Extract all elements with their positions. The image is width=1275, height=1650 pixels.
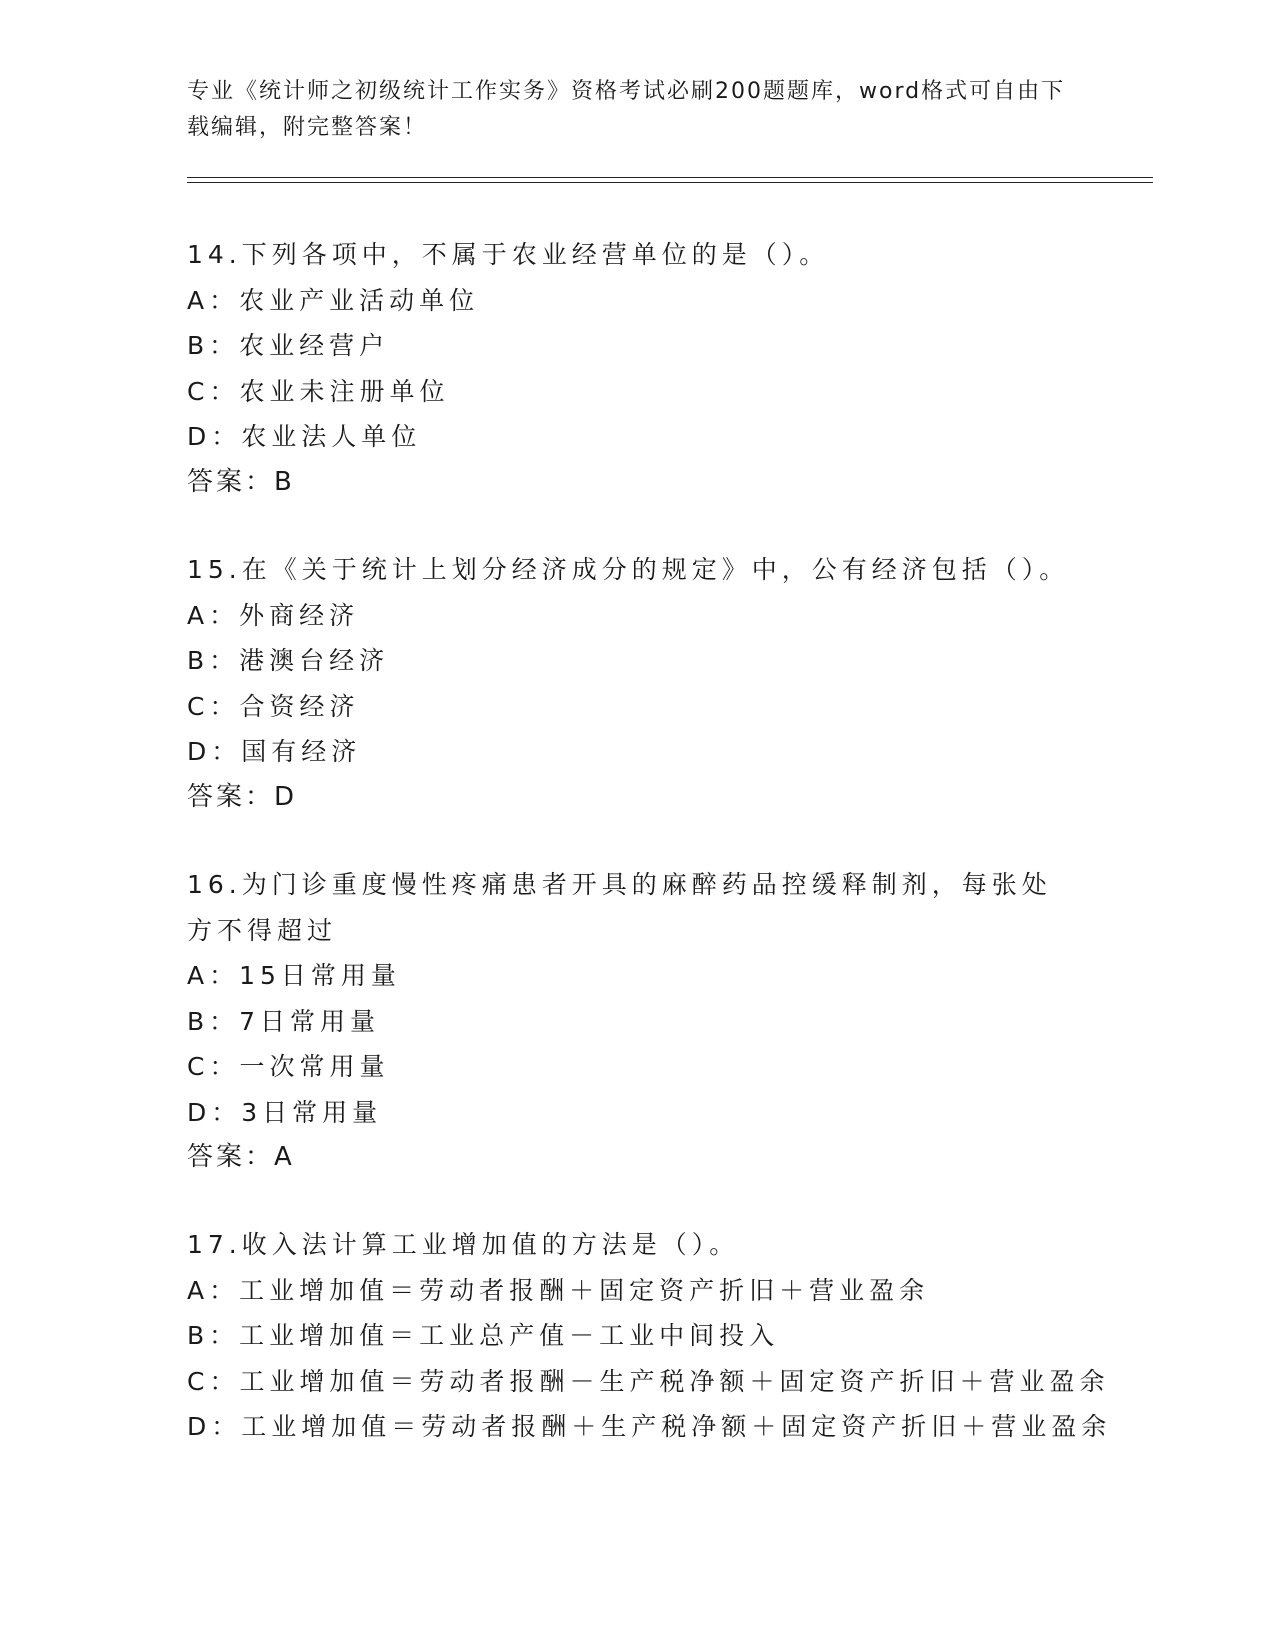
option-d: D：工业增加值＝劳动者报酬＋生产税净额＋固定资产折旧＋营业盈余	[187, 1412, 1112, 1441]
option-b: B：工业增加值＝工业总产值－工业中间投入	[187, 1321, 780, 1350]
option-c: C：工业增加值＝劳动者报酬－生产税净额＋固定资产折旧＋营业盈余	[187, 1366, 1110, 1396]
option-a: A：农业产业活动单位	[187, 285, 480, 315]
option-c: C：农业未注册单位	[187, 376, 450, 406]
answer: 答案：D	[187, 781, 298, 812]
option-d: D：农业法人单位	[187, 422, 422, 451]
question-14	[187, 232, 1087, 505]
option-b: B：7日常用量	[187, 1006, 381, 1036]
option-c: C：一次常用量	[187, 1052, 390, 1081]
header-divider-bottom	[187, 182, 1153, 183]
option-a: A：15日常用量	[187, 961, 401, 990]
option-b: B：港澳台经济	[187, 646, 390, 675]
question-15	[187, 547, 1087, 820]
document-header: 专业《统计师之初级统计工作实务》资格考试必刷200题题库，word格式可自由下载编辑，附完整答案！	[187, 79, 1066, 140]
option-d: D：3日常用量	[187, 1097, 383, 1127]
question-stem: 16.为门诊重度慢性疼痛患者开具的麻醉药品控缓释制剂，每张处方不得超过	[187, 870, 1052, 945]
question-16	[187, 862, 1087, 1181]
option-b: B：农业经营户	[187, 331, 390, 360]
option-a: A：工业增加值＝劳动者报酬＋固定资产折旧＋营业盈余	[187, 1275, 930, 1305]
option-a: A：外商经济	[187, 600, 360, 630]
answer: 答案：B	[187, 466, 295, 497]
question-stem: 17.收入法计算工业增加值的方法是（）。	[187, 1230, 740, 1259]
header-divider-top	[187, 177, 1153, 178]
question-stem: 14.下列各项中，不属于农业经营单位的是（）。	[187, 240, 830, 269]
option-c: C：合资经济	[187, 691, 360, 721]
option-d: D：国有经济	[187, 737, 362, 766]
answer: 答案：A	[187, 1142, 295, 1172]
question-stem: 15.在《关于统计上划分经济成分的规定》中，公有经济包括（）。	[187, 555, 1070, 584]
question-17	[187, 1222, 1112, 1450]
